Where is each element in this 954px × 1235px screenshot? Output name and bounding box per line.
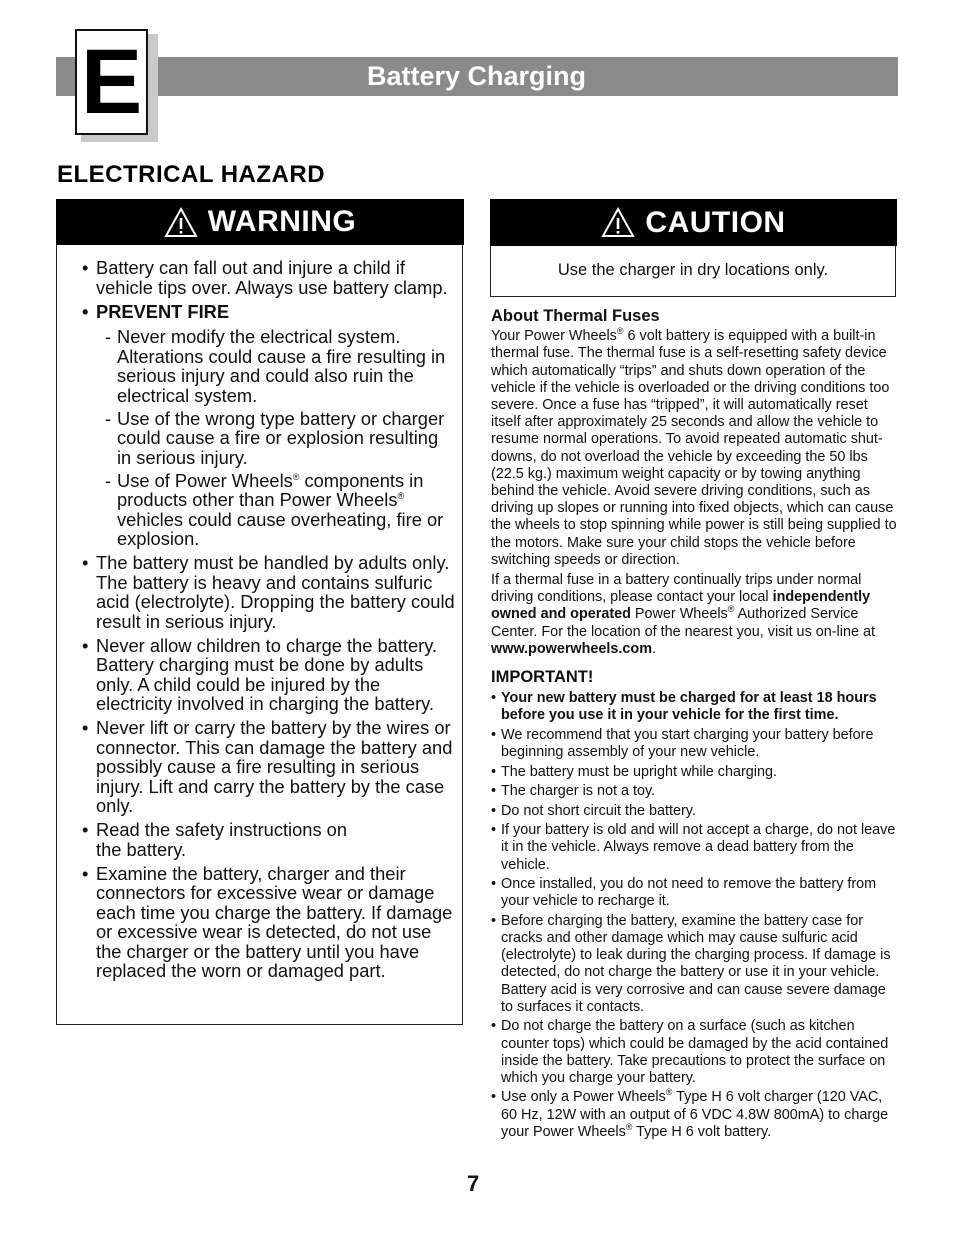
list-item: • Examine the battery, charger and their connectors for excessive wear or damage each time you charge the battery. If damage or excessive wear is detected, do not use the charger or the battery until you have replaced the worn or damaged part. xyxy=(80,864,455,981)
section-letter: E xyxy=(75,29,148,135)
important-heading: IMPORTANT! xyxy=(491,668,594,687)
caution-label: CAUTION xyxy=(645,205,786,239)
warning-list xyxy=(80,258,455,985)
list-item: - Use of the wrong type battery or charger could cause a fire or explosion resulting in serious injury. xyxy=(96,409,455,468)
list-item: • Use only a Power Wheels® Type H 6 volt charger (120 VAC, 60 Hz, 12W with an output of 6 VDC 4.8W 800mA) to charge your Power Wheels® Type H 6 volt battery. xyxy=(491,1089,897,1141)
list-item: • Battery can fall out and injure a child if vehicle tips over. Always use battery clamp. xyxy=(80,258,455,297)
list-item: • Never allow children to charge the battery. Battery charging must be done by adults only. A child could be injured by the electricity involved in charging the battery. xyxy=(80,636,455,714)
registered-mark: ® xyxy=(727,604,735,615)
warning-header xyxy=(56,199,464,245)
prevent-fire-sublist xyxy=(96,327,455,549)
list-item: • The charger is not a toy. xyxy=(491,783,897,800)
caution-box xyxy=(490,245,896,297)
list-item: • Do not short circuit the battery. xyxy=(491,803,897,820)
list-item: - Use of Power Wheels® components in products other than Power Wheels® vehicles could cause overheating, fire or explosion. xyxy=(96,471,455,549)
thermal-fuses-heading: About Thermal Fuses xyxy=(491,307,660,325)
list-item: • The battery must be upright while charging. xyxy=(491,764,897,781)
list-item: • Your new battery must be charged for at least 18 hours before you use it in your vehicle for the first time. xyxy=(491,690,897,724)
list-item: • Never lift or carry the battery by the wires or connector. This can damage the battery and possibly cause a fire resulting in serious injury. Lift and carry the battery by the case only. xyxy=(80,718,455,816)
warning-label: WARNING xyxy=(207,205,357,238)
list-item: • If your battery is old and will not accept a charge, do not leave it in the vehicle. Always remove a dead battery from the vehicle. xyxy=(491,822,897,874)
hazard-heading: ELECTRICAL HAZARD xyxy=(57,161,326,188)
registered-mark: ® xyxy=(397,490,405,501)
list-item: • We recommend that you start charging your battery before beginning assembly of your new vehicle. xyxy=(491,727,897,761)
website-link: www.powerwheels.com xyxy=(491,640,653,657)
list-item: • Once installed, you do not need to remove the battery from your vehicle to recharge it. xyxy=(491,876,897,910)
list-item: • PREVENT FIRE - Never modify the electrical system. Alterations could cause a fire resulting in serious injury and could also ruin the electrical system. - Use of the wrong type battery or charger could cause a fire or explosion resulting in serious injury. - Use of Power Wheels® components in products other than Power Wheels® vehicles could cause overheating, fire or explosion. xyxy=(80,302,455,549)
page-number: 7 xyxy=(467,1171,480,1196)
list-item: • The battery must be handled by adults only. The battery is heavy and contains sulfuric acid (electrolyte). Dropping the battery could result in serious injury. xyxy=(80,553,455,631)
caution-header xyxy=(490,199,897,246)
registered-mark: ® xyxy=(665,1087,673,1098)
registered-mark: ® xyxy=(625,1122,633,1133)
list-item: • Before charging the battery, examine the battery case for cracks and other damage which may cause sulfuric acid (electrolyte) to leak during the charging process. If damage is detected, do not charge the battery or use it in your vehicle. Battery acid is very corrosive and can cause severe damage to surfaces it contacts. xyxy=(491,913,897,1016)
registered-mark: ® xyxy=(292,471,300,482)
registered-mark: ® xyxy=(616,326,624,337)
important-list xyxy=(491,690,897,1141)
list-item: - Never modify the electrical system. Alterations could cause a fire resulting in serious injury and could also ruin the electrical system. xyxy=(96,327,455,405)
list-item: • Read the safety instructions on the battery. xyxy=(80,820,455,859)
caution-text: Use the charger in dry locations only. xyxy=(557,261,829,279)
caution-triangle-icon xyxy=(601,207,635,238)
page-title: Battery Charging xyxy=(367,61,587,91)
list-item: • Do not charge the battery on a surface (such as kitchen counter tops) which could be damaged by the acid contained inside the battery. Take precautions to protect the surface on which you charge your battery. xyxy=(491,1018,897,1087)
warning-triangle-icon xyxy=(164,207,198,238)
thermal-paragraph-2: If a thermal fuse in a battery continually trips under normal driving conditions, please contact your local independently owned and operated Power Wheels® Authorized Service Center. For the location of the nearest you, visit us on-line at www.powerwheels.com. xyxy=(491,572,875,657)
right-column xyxy=(491,308,897,1143)
thermal-paragraph-1: Your Power Wheels® 6 volt battery is equipped with a built-in thermal fuse. The thermal fuse is a self-resetting safety device which automatically “trips” and shuts down operation of the vehicle if the vehicle is overloaded or the driving conditions too severe. Once a fuse has “tripped”, it will automatically reset itself after approximately 25 seconds and allow the vehicle to resume normal operations. To avoid repeated automatic shut-downs, do not overload the vehicle by exceeding the 50 lbs (22.5 kg.) maximum weight capacity or by towing anything behind the vehicle. Avoid severe driving conditions, such as driving up slopes or running into fixed objects, which can cause the wheels to stop spinning while power is still being supplied to the motors. Make sure your child stops the vehicle before switching speeds or direction. xyxy=(491,326,897,568)
